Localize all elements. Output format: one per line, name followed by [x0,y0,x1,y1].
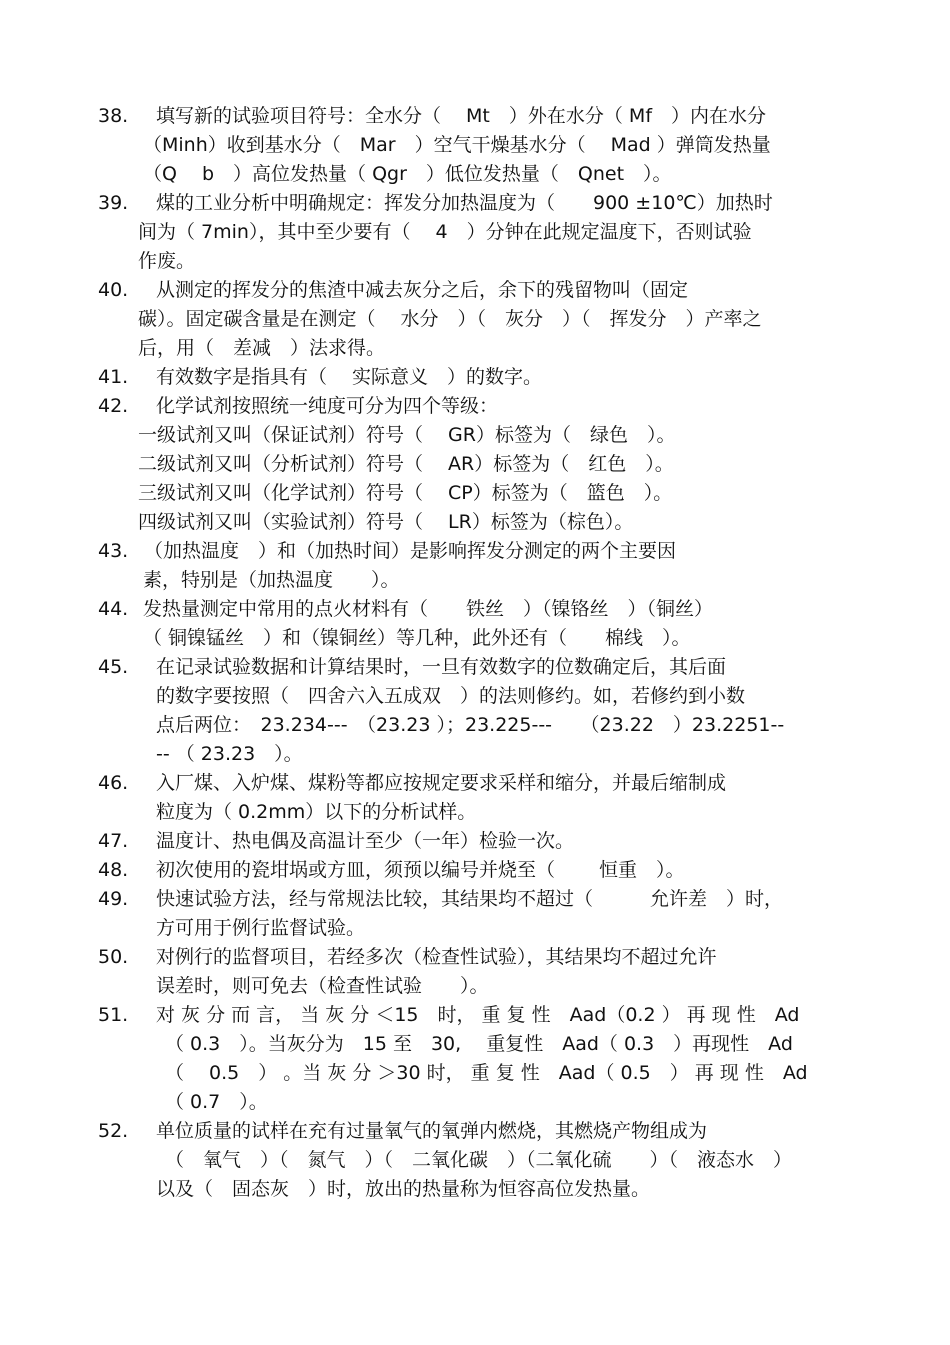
item-52-line-3: 以及（ 固态灰 ）时，放出的热量称为恒容高位发热量。 [156,1178,651,1200]
item-42-line-5: 四级试剂又叫（实验试剂）符号（ LR）标签为（棕色）。 [138,511,634,533]
item-number: 44. [98,598,129,620]
item-number: 51. [98,1004,129,1026]
item-41-line-1 [98,363,542,391]
item-45-line-1 [98,653,726,681]
item-42-line-4: 三级试剂又叫（化学试剂）符号（ CP）标签为（ 篮色 ）。 [138,482,673,504]
item-number: 42. [98,395,129,417]
item-number: 50. [98,946,129,968]
item-text: 发热量测定中常用的点火材料有（ 铁丝 ）（镍铬丝 ）（铜丝） [143,598,714,620]
item-45-line-3: 点后两位： 23.234--- （23.23 ）；23.225--- （23.22 ）23.2251-- [156,714,785,736]
item-40-line-3: 后，用（ 差减 ）法求得。 [138,337,386,359]
item-42-line-3: 二级试剂又叫（分析试剂）符号（ AR）标签为（ 红色 ）。 [138,453,674,475]
item-49-line-2: 方可用于例行监督试验。 [156,917,366,939]
item-text: 快速试验方法，经与常规法比较，其结果均不超过（ 允许差 ）时， [156,888,784,910]
item-38-line-2: （Minh）收到基水分（ Mar ）空气干燥基水分（ Mad ）弹筒发热量 [143,134,771,156]
item-number: 52. [98,1120,129,1142]
item-number: 40. [98,279,129,301]
item-40-line-1 [98,276,688,304]
item-text: 煤的工业分析中明确规定：挥发分加热温度为（ 900 ±10℃）加热时 [156,192,773,214]
item-40-line-2: 碳）。固定碳含量是在测定（ 水分 ）（ 灰分 ）（ 挥发分 ）产率之 [138,308,762,330]
item-42-line-2: 一级试剂又叫（保证试剂）符号（ GR）标签为（ 绿色 ）。 [138,424,676,446]
item-text: （加热温度 ）和（加热时间）是影响挥发分测定的两个主要因 [144,540,677,562]
item-text: 对例行的监督项目，若经多次（检查性试验），其结果均不超过允许 [156,946,717,968]
item-46-line-1 [98,769,726,797]
item-51-line-3: （ 0.5 ） 。当 灰 分 ＞30 时， 重 复 性 Aad（ 0.5 ） 再 现 性 Ad [165,1062,808,1084]
item-51-line-1 [98,1001,799,1029]
item-number: 38. [98,105,129,127]
item-number: 49. [98,888,129,910]
item-38-line-1 [98,102,766,130]
item-text: 初次使用的瓷坩埚或方皿，须预以编号并烧至（ 恒重 ）。 [156,859,685,881]
item-44-line-2: （ 铜镍锰丝 ）和（镍铜丝）等几种，此外还有（ 棉线 ）。 [143,627,691,649]
item-38-line-3: （Q b ）高位发热量（ Qgr ）低位发热量（ Qnet ）。 [143,163,672,185]
item-39-line-1 [98,189,773,217]
item-45-line-2: 的数字要按照（ 四舍六入五成双 ）的法则修约。如，若修约到小数 [156,685,746,707]
item-text: 入厂煤、入炉煤、煤粉等都应按规定要求采样和缩分，并最后缩制成 [156,772,727,794]
item-text: 从测定的挥发分的焦渣中减去灰分之后，余下的残留物叫（固定 [156,279,689,301]
item-52-line-1 [98,1117,707,1145]
item-43-line-2: 素，特别是（加热温度 ）。 [143,569,400,591]
item-text: 对 灰 分 而 言， 当 灰 分 ＜15 时， 重 复 性 Aad（0.2 ） 再 现 性 Ad [156,1004,800,1026]
item-number: 41. [98,366,129,388]
item-49-line-1 [98,885,783,913]
item-number: 45. [98,656,129,678]
item-52-line-2: （ 氧气 ）（ 氮气 ）（ 二氧化碳 ）（二氧化硫 ）（ 液态水 ） [165,1149,793,1171]
item-text: 有效数字是指具有（ 实际意义 ）的数字。 [156,366,543,388]
item-48-line-1 [98,856,685,884]
item-50-line-2: 误差时，则可免去（检查性试验 ）。 [156,975,489,997]
item-50-line-1 [98,943,717,971]
item-43-line-1 [98,537,676,565]
item-42-line-1 [98,392,498,420]
item-text: 在记录试验数据和计算结果时，一旦有效数字的位数确定后，其后面 [156,656,727,678]
item-number: 46. [98,772,129,794]
item-51-line-4: （ 0.7 ）。 [165,1091,268,1113]
item-45-line-4: -- （ 23.23 ）。 [156,743,303,765]
item-number: 39. [98,192,129,214]
item-number: 48. [98,859,129,881]
item-39-line-2: 间为（ 7min），其中至少要有（ 4 ）分钟在此规定温度下，否则试验 [138,221,752,243]
item-39-line-3: 作废。 [138,250,196,272]
item-text: 温度计、热电偶及高温计至少（一年）检验一次。 [156,830,575,852]
item-44-line-1 [98,595,713,623]
item-46-line-2: 粒度为（ 0.2mm）以下的分析试样。 [156,801,477,823]
item-number: 43. [98,540,129,562]
item-number: 47. [98,830,129,852]
item-text: 填写新的试验项目符号：全水分（ Mt ）外在水分（ Mf ）内在水分 [156,105,767,127]
item-51-line-2: （ 0.3 ）。当灰分为 15 至 30, 重复性 Aad（ 0.3 ）再现性 Ad [165,1033,793,1055]
item-text: 单位质量的试样在充有过量氧气的氧弹内燃烧，其燃烧产物组成为 [156,1120,708,1142]
item-text: 化学试剂按照统一纯度可分为四个等级： [156,395,499,417]
item-47-line-1 [98,827,574,855]
